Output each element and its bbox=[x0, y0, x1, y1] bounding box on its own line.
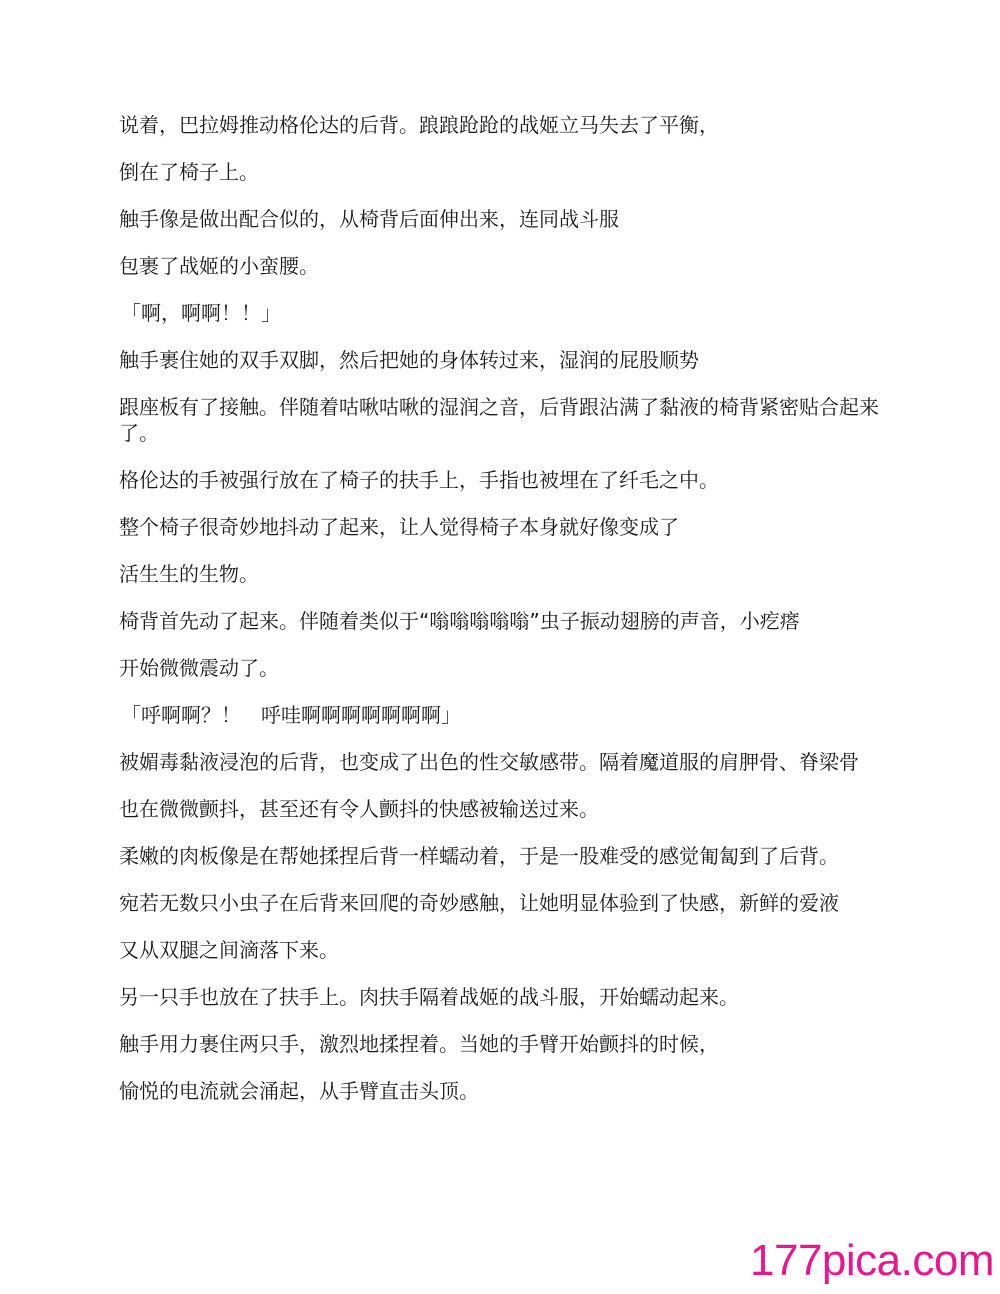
dialogue-1: 「啊，啊啊！！」 bbox=[121, 301, 281, 325]
paragraph-11: 椅背首先动了起来。伴随着类似于“嗡嗡嗡嗡嗡”虫子振动翅膀的声音，小疙瘩 bbox=[119, 609, 800, 633]
paragraph-8: 格伦达的手被强行放在了椅子的扶手上，手指也被埋在了纤毛之中。 bbox=[119, 468, 719, 492]
paragraph-17: 宛若无数只小虫子在后背来回爬的奇妙感触，让她明显体验到了快感，新鲜的爱液 bbox=[119, 891, 839, 915]
paragraph-4: 包裹了战姬的小蛮腰。 bbox=[119, 254, 319, 278]
watermark-text: 177pica.com bbox=[750, 1236, 994, 1285]
paragraph-6: 触手裹住她的双手双脚，然后把她的身体转过来，湿润的屁股顺势 bbox=[119, 348, 699, 372]
paragraph-19: 另一只手也放在了扶手上。肉扶手隔着战姬的战斗服，开始蠕动起来。 bbox=[119, 985, 739, 1009]
paragraph-12: 开始微微震动了。 bbox=[119, 656, 279, 680]
paragraph-3: 触手像是做出配合似的，从椅背后面伸出来，连同战斗服 bbox=[119, 207, 619, 231]
paragraph-1: 说着，巴拉姆推动格伦达的后背。踉踉跄跄的战姬立马失去了平衡， bbox=[119, 113, 719, 137]
document-body bbox=[119, 112, 889, 1125]
paragraph-21: 愉悦的电流就会涌起，从手臂直击头顶。 bbox=[119, 1079, 479, 1103]
dialogue-2: 「呼啊啊？！ 呼哇啊啊啊啊啊啊啊」 bbox=[121, 703, 461, 727]
paragraph-16: 柔嫩的肉板像是在帮她揉捏后背一样蠕动着，于是一股难受的感觉匍匐到了后背。 bbox=[119, 844, 839, 868]
paragraph-7: 跟座板有了接触。伴随着咕啾咕啾的湿润之音，后背跟沾满了黏液的椅背紧密贴合起来了。 bbox=[119, 395, 879, 445]
paragraph-10: 活生生的生物。 bbox=[119, 562, 259, 586]
paragraph-20: 触手用力裹住两只手，激烈地揉捏着。当她的手臂开始颤抖的时候， bbox=[119, 1032, 719, 1056]
paragraph-2: 倒在了椅子上。 bbox=[119, 160, 259, 184]
paragraph-14: 被媚毒黏液浸泡的后背，也变成了出色的性交敏感带。隔着魔道服的肩胛骨、脊梁骨 bbox=[119, 750, 859, 774]
paragraph-9: 整个椅子很奇妙地抖动了起来，让人觉得椅子本身就好像变成了 bbox=[119, 515, 679, 539]
paragraph-18: 又从双腿之间滴落下来。 bbox=[119, 938, 339, 962]
paragraph-15: 也在微微颤抖，甚至还有令人颤抖的快感被输送过来。 bbox=[119, 797, 599, 821]
